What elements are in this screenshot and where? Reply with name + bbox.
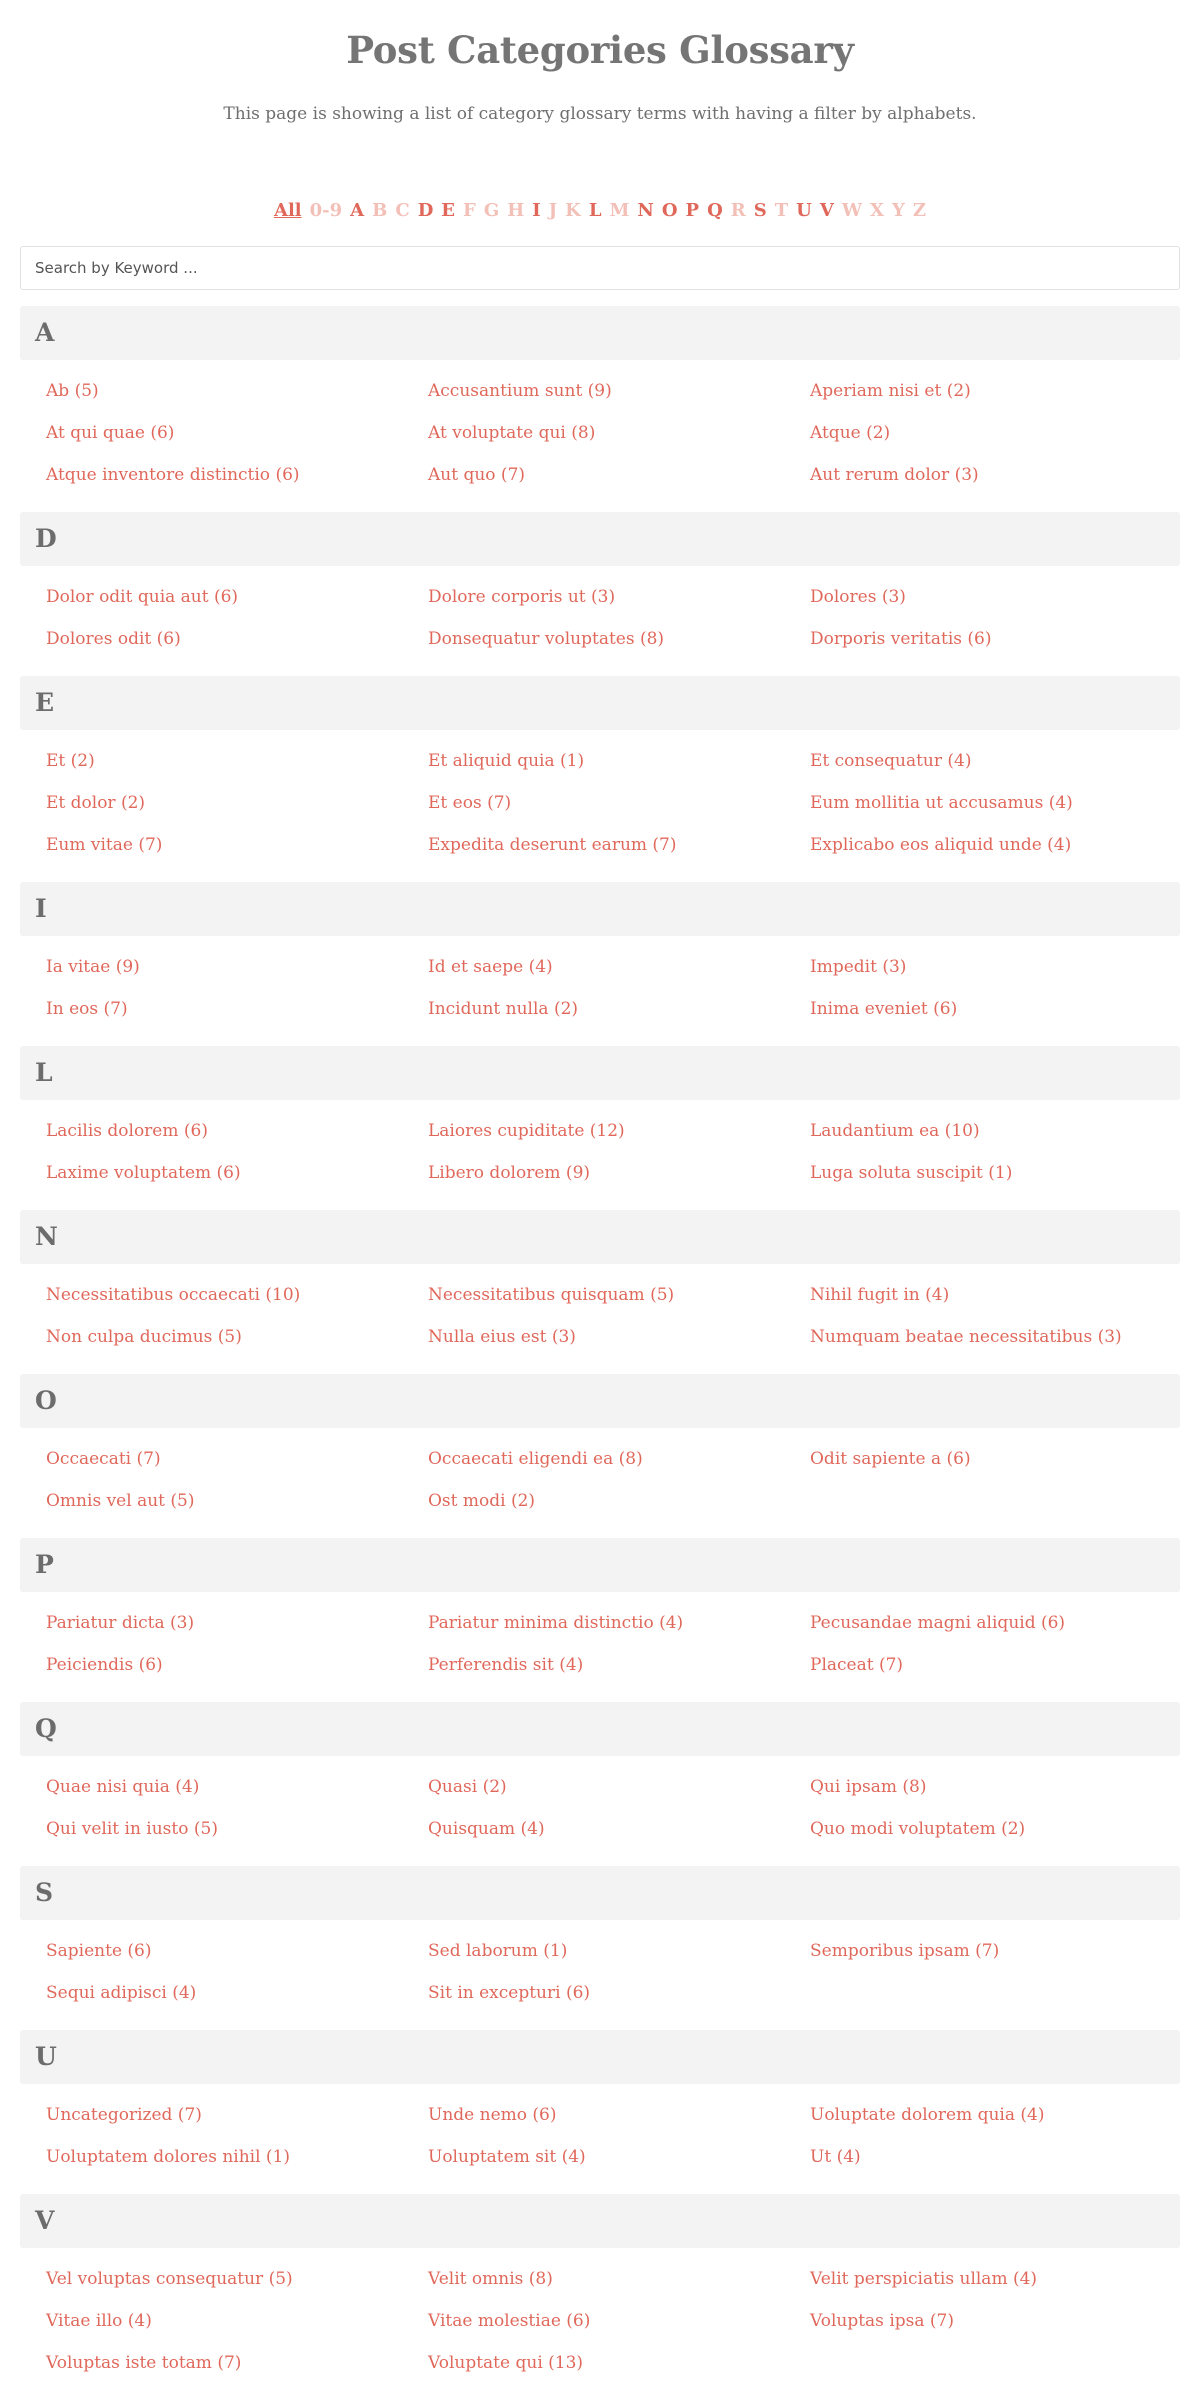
group-term-list — [20, 1756, 1180, 1852]
alphabet-filter-all[interactable]: All — [273, 200, 302, 221]
alphabet-filter-w: W — [841, 200, 863, 221]
alphabet-filter-t: T — [774, 200, 789, 221]
group-term-list — [20, 566, 1180, 662]
group-term-list — [20, 1264, 1180, 1360]
glossary-term-link[interactable]: Pariatur dicta (3) — [46, 1613, 195, 1633]
glossary-term-link[interactable]: Quasi (2) — [428, 1777, 507, 1797]
alphabet-filter-p[interactable]: P — [685, 200, 700, 221]
glossary-term-link[interactable]: Uoluptatem dolores nihil (1) — [46, 2147, 291, 2167]
glossary-term-link[interactable]: Nulla eius est (3) — [428, 1327, 576, 1347]
alphabet-filter-g: G — [483, 200, 500, 221]
glossary-term-link[interactable]: Occaecati eligendi ea (8) — [428, 1449, 643, 1469]
glossary-term-link[interactable]: Quisquam (4) — [428, 1819, 545, 1839]
glossary-term-link[interactable]: Dolores odit (6) — [46, 629, 181, 649]
alphabet-filter-q[interactable]: Q — [707, 200, 723, 221]
glossary-term-link[interactable]: Expedita deserunt earum (7) — [428, 835, 677, 855]
glossary-term-link[interactable]: At qui quae (6) — [46, 423, 175, 443]
group-letter-heading: P — [20, 1538, 1180, 1592]
glossary-term-link[interactable]: Dolore corporis ut (3) — [428, 587, 616, 607]
glossary-term-link[interactable]: Necessitatibus quisquam (5) — [428, 1285, 675, 1305]
group-term-list — [20, 936, 1180, 1032]
glossary-term-link[interactable]: Odit sapiente a (6) — [810, 1449, 971, 1469]
glossary-term-link[interactable]: Dorporis veritatis (6) — [810, 629, 992, 649]
glossary-term-link[interactable]: Aperiam nisi et (2) — [810, 381, 971, 401]
alphabet-filter-f: F — [463, 200, 476, 221]
alphabet-filter-b: B — [372, 200, 388, 221]
glossary-term-link[interactable]: Velit perspiciatis ullam (4) — [810, 2269, 1038, 2289]
glossary-term-link[interactable]: Velit omnis (8) — [428, 2269, 553, 2289]
alphabet-filter-d[interactable]: D — [417, 200, 434, 221]
alphabet-filter-e[interactable]: E — [441, 200, 456, 221]
glossary-term-link[interactable]: Inima eveniet (6) — [810, 999, 958, 1019]
glossary-term-link[interactable]: Luga soluta suscipit (1) — [810, 1163, 1013, 1183]
group-letter-heading: L — [20, 1046, 1180, 1100]
group-letter-heading: Q — [20, 1702, 1180, 1756]
alphabet-filter-x: X — [870, 200, 885, 221]
glossary-term-link[interactable]: Et dolor (2) — [46, 793, 146, 813]
glossary-term-link[interactable]: Uoluptate dolorem quia (4) — [810, 2105, 1045, 2125]
glossary-group-u — [20, 2030, 1180, 2180]
alphabet-filter-z: Z — [912, 200, 927, 221]
glossary-term-link[interactable]: Ost modi (2) — [428, 1491, 536, 1511]
search-input[interactable] — [20, 246, 1180, 290]
glossary-term-link[interactable]: Nihil fugit in (4) — [810, 1285, 950, 1305]
glossary-term-link[interactable]: Qui velit in iusto (5) — [46, 1819, 218, 1839]
glossary-term-link[interactable]: Atque inventore distinctio (6) — [46, 465, 300, 485]
glossary-term-link[interactable]: Voluptate qui (13) — [428, 2353, 584, 2373]
glossary-term-link[interactable]: Laiores cupiditate (12) — [428, 1121, 625, 1141]
glossary-group-p — [20, 1538, 1180, 1688]
glossary-term-link[interactable]: Et eos (7) — [428, 793, 512, 813]
glossary-term-link[interactable]: Sequi adipisci (4) — [46, 1983, 197, 2003]
alphabet-filter-n[interactable]: N — [637, 200, 654, 221]
alphabet-filter-a[interactable]: A — [350, 200, 365, 221]
glossary-group-v — [20, 2194, 1180, 2386]
glossary-term-link[interactable]: Aut quo (7) — [428, 465, 526, 485]
group-letter-heading: I — [20, 882, 1180, 936]
glossary-term-link[interactable]: Qui ipsam (8) — [810, 1777, 927, 1797]
glossary-term-link[interactable]: Ab (5) — [46, 381, 99, 401]
alphabet-filter-h: H — [507, 200, 525, 221]
glossary-term-link[interactable]: Id et saepe (4) — [428, 957, 553, 977]
group-term-list — [20, 2084, 1180, 2180]
glossary-term-link[interactable]: Pecusandae magni aliquid (6) — [810, 1613, 1066, 1633]
glossary-term-link[interactable]: Sit in excepturi (6) — [428, 1983, 591, 2003]
alphabet-filter — [0, 200, 1200, 221]
glossary-term-link[interactable]: Laxime voluptatem (6) — [46, 1163, 241, 1183]
glossary-group-n — [20, 1210, 1180, 1360]
glossary-term-link[interactable]: Impedit (3) — [810, 957, 907, 977]
glossary-term-link[interactable]: Lacilis dolorem (6) — [46, 1121, 208, 1141]
glossary-group-s — [20, 1866, 1180, 2016]
alphabet-filter-0-9: 0-9 — [309, 200, 343, 221]
glossary-group-l — [20, 1046, 1180, 1196]
page-title: Post Categories Glossary — [346, 28, 854, 72]
glossary-term-link[interactable]: Numquam beatae necessitatibus (3) — [810, 1327, 1122, 1347]
glossary-term-link[interactable]: Pariatur minima distinctio (4) — [428, 1613, 684, 1633]
group-letter-heading: U — [20, 2030, 1180, 2084]
glossary-group-d — [20, 512, 1180, 662]
glossary-term-link[interactable]: Omnis vel aut (5) — [46, 1491, 195, 1511]
alphabet-filter-k: K — [565, 200, 581, 221]
glossary-group-e — [20, 676, 1180, 868]
glossary-term-link[interactable]: Voluptas ipsa (7) — [810, 2311, 954, 2331]
glossary-term-link[interactable]: Eum mollitia ut accusamus (4) — [810, 793, 1073, 813]
group-letter-heading: O — [20, 1374, 1180, 1428]
glossary-term-link[interactable]: Laudantium ea (10) — [810, 1121, 980, 1141]
glossary-group-o — [20, 1374, 1180, 1524]
glossary-term-link[interactable]: Sapiente (6) — [46, 1941, 152, 1961]
glossary-term-link[interactable]: Vitae illo (4) — [46, 2311, 152, 2331]
group-term-list — [20, 1100, 1180, 1196]
glossary-term-link[interactable]: Et consequatur (4) — [810, 751, 972, 771]
page-description: This page is showing a list of category glossary terms with having a filter by alphabets. — [223, 104, 977, 124]
glossary-term-link[interactable]: Necessitatibus occaecati (10) — [46, 1285, 301, 1305]
glossary-term-link[interactable]: Non culpa ducimus (5) — [46, 1327, 242, 1347]
alphabet-filter-r: R — [730, 200, 746, 221]
glossary-term-link[interactable]: Incidunt nulla (2) — [428, 999, 579, 1019]
group-letter-heading: E — [20, 676, 1180, 730]
glossary-term-link[interactable]: Vel voluptas consequatur (5) — [46, 2269, 293, 2289]
alphabet-filter-c: C — [395, 200, 410, 221]
glossary-term-link[interactable]: Et aliquid quia (1) — [428, 751, 585, 771]
glossary-term-link[interactable]: Voluptas iste totam (7) — [46, 2353, 242, 2373]
glossary-term-link[interactable]: Ia vitae (9) — [46, 957, 140, 977]
search-box — [20, 246, 1180, 290]
glossary-term-link[interactable]: Ut (4) — [810, 2147, 861, 2167]
group-letter-heading: N — [20, 1210, 1180, 1264]
glossary-term-link[interactable]: Eum vitae (7) — [46, 835, 163, 855]
glossary-term-link[interactable]: Peiciendis (6) — [46, 1655, 163, 1675]
alphabet-filter-j: J — [548, 200, 558, 221]
group-letter-heading: S — [20, 1866, 1180, 1920]
glossary-group-q — [20, 1702, 1180, 1852]
glossary-term-link[interactable]: Quae nisi quia (4) — [46, 1777, 200, 1797]
glossary-term-link[interactable]: Libero dolorem (9) — [428, 1163, 591, 1183]
group-term-list — [20, 1592, 1180, 1688]
alphabet-filter-l[interactable]: L — [588, 200, 602, 221]
group-letter-heading: D — [20, 512, 1180, 566]
group-term-list — [20, 1920, 1180, 2016]
glossary-term-link[interactable]: At voluptate qui (8) — [428, 423, 596, 443]
glossary-term-link[interactable]: Quo modi voluptatem (2) — [810, 1819, 1026, 1839]
glossary-groups — [20, 306, 1180, 2400]
glossary-term-link[interactable]: Perferendis sit (4) — [428, 1655, 584, 1675]
glossary-term-link[interactable]: Sed laborum (1) — [428, 1941, 568, 1961]
alphabet-filter-y: Y — [892, 200, 905, 221]
glossary-term-link[interactable]: Atque (2) — [810, 423, 891, 443]
group-letter-heading: A — [20, 306, 1180, 360]
glossary-term-link[interactable]: Uncategorized (7) — [46, 2105, 202, 2125]
glossary-term-link[interactable]: Occaecati (7) — [46, 1449, 161, 1469]
alphabet-filter-u[interactable]: U — [796, 200, 812, 221]
glossary-term-link[interactable]: Vitae molestiae (6) — [428, 2311, 591, 2331]
glossary-term-link[interactable]: Unde nemo (6) — [428, 2105, 557, 2125]
alphabet-filter-i[interactable]: I — [532, 200, 541, 221]
glossary-term-link[interactable]: In eos (7) — [46, 999, 128, 1019]
group-term-list — [20, 2248, 1180, 2386]
glossary-term-link[interactable]: Dolores (3) — [810, 587, 906, 607]
alphabet-filter-m: M — [609, 200, 630, 221]
glossary-term-link[interactable]: Donsequatur voluptates (8) — [428, 629, 665, 649]
glossary-term-link[interactable]: Aut rerum dolor (3) — [810, 465, 979, 485]
glossary-term-link[interactable]: Semporibus ipsam (7) — [810, 1941, 1000, 1961]
alphabet-filter-v[interactable]: V — [819, 200, 834, 221]
glossary-term-link[interactable]: Uoluptatem sit (4) — [428, 2147, 586, 2167]
alphabet-filter-s[interactable]: S — [753, 200, 767, 221]
group-term-list — [20, 360, 1180, 498]
glossary-group-a — [20, 306, 1180, 498]
glossary-term-link[interactable]: Et (2) — [46, 751, 95, 771]
group-term-list — [20, 1428, 1180, 1524]
alphabet-filter-o[interactable]: O — [661, 200, 678, 221]
group-term-list — [20, 730, 1180, 868]
group-letter-heading: V — [20, 2194, 1180, 2248]
glossary-term-link[interactable]: Placeat (7) — [810, 1655, 904, 1675]
glossary-term-link[interactable]: Dolor odit quia aut (6) — [46, 587, 239, 607]
glossary-group-i — [20, 882, 1180, 1032]
glossary-term-link[interactable]: Accusantium sunt (9) — [428, 381, 612, 401]
glossary-term-link[interactable]: Explicabo eos aliquid unde (4) — [810, 835, 1072, 855]
